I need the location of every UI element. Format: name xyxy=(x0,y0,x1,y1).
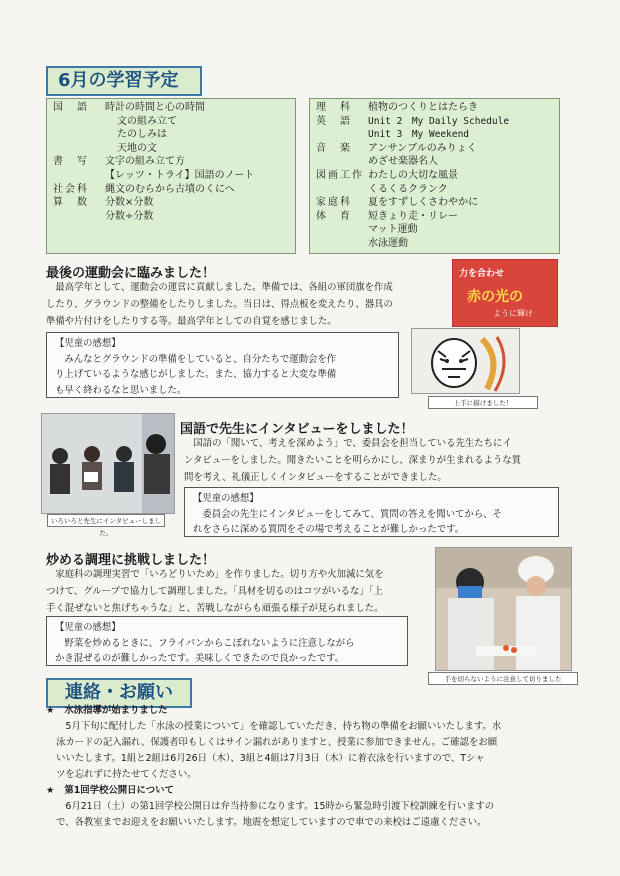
sports-caption: 上手に描けました！ xyxy=(428,396,538,409)
schedule-subject xyxy=(310,237,368,251)
notice-line: いいたします。1組と2組は6月26日（木）、3組と4組は7月3日（木）に着衣泳を行いますので、Tシャ xyxy=(56,753,485,764)
interview-caption: いろいろと先生にインタビューしました。 xyxy=(47,514,165,527)
schedule-item: 分数÷分数 xyxy=(105,210,154,222)
schedule-row xyxy=(310,210,559,224)
team-banner-image xyxy=(452,259,558,327)
schedule-item: 植物のつくりとはたらき xyxy=(368,102,478,113)
schedule-subject xyxy=(310,155,368,169)
schedule-subject: 体 育 xyxy=(316,210,352,222)
schedule-right-box xyxy=(309,98,560,254)
schedule-item: めざせ楽器名人 xyxy=(368,156,438,168)
schedule-item: 文字の組み立て方 xyxy=(105,156,185,168)
schedule-item: くるくるクランク xyxy=(368,183,448,195)
notice-line: で、各教室までお迎えをお願いいたします。地震を想定していますので車での来校はご遠慮ください。 xyxy=(56,817,487,828)
notice-line: 6月21日（土）の第1回学校公開日は弁当持参になります。15時から緊急時引渡下校訓練を行いますの xyxy=(56,801,495,812)
sports-day-title: 最後の運動会に臨みました！ xyxy=(46,266,216,281)
schedule-subject xyxy=(47,169,105,183)
schedule-subject: 音 楽 xyxy=(316,142,352,154)
tiger-flag-image xyxy=(411,328,520,394)
schedule-row xyxy=(310,223,559,237)
schedule-item: 分数×分数 xyxy=(105,197,154,209)
schedule-item: 時計の時間と心の時間 xyxy=(105,102,205,113)
schedule-subject: 理 科 xyxy=(316,102,352,113)
schedule-item: 【レッツ・トライ】国語のノート xyxy=(105,169,255,181)
schedule-row xyxy=(310,115,559,129)
schedule-subject: 書 写 xyxy=(53,156,89,168)
notice-section xyxy=(46,703,571,831)
cooking-caption: 手を切らないように注意して切りました xyxy=(428,672,578,685)
schedule-subject xyxy=(47,210,105,224)
schedule-subject: 家庭科 xyxy=(316,197,352,209)
schedule-subject xyxy=(47,115,105,129)
interview-title: 国語で先生にインタビューをしました！ xyxy=(180,422,414,437)
schedule-subject xyxy=(47,128,105,142)
impression-line: みんなとグラウンドの準備をしていると、自分たちで運動会を作 xyxy=(55,353,337,365)
schedule-subject: 社会科 xyxy=(53,183,89,195)
cooking-line: つけて、グループで協力して調理しました。「具材を切るのはコツがいるな」「上 xyxy=(46,586,383,597)
schedule-subject xyxy=(310,183,368,197)
schedule-item: 夏をすずしくさわやかに xyxy=(368,197,479,209)
interview-body xyxy=(184,435,574,486)
impression-label: 【児童の感想】 xyxy=(193,493,259,504)
banner-text-line: 力を合わせ xyxy=(459,269,505,279)
schedule-item: アンサンブルのみりょく xyxy=(368,142,477,154)
sports-line: したり、グラウンドの整備をしたりしました。当日は、得点板を変えたり、器具の xyxy=(46,299,393,310)
sports-impression-box xyxy=(46,332,399,398)
impression-line: り上げているような感じがしました。また、協力すると大変な準備 xyxy=(55,369,337,380)
banner-text-line: ように輝け xyxy=(493,309,533,318)
sports-day-body xyxy=(46,279,466,330)
notice-line: 泳カードの記入漏れ、保護者印もしくはサイン漏れがありますと、授業に参加できません。ご確認をお願 xyxy=(56,737,498,748)
schedule-item: マット運動 xyxy=(368,224,418,236)
schedule-subject: 図画工作 xyxy=(316,169,364,181)
notice-item-title-row xyxy=(46,703,571,719)
schedule-row xyxy=(310,128,559,142)
schedule-item: Unit 3 My Weekend xyxy=(368,129,470,141)
impression-label: 【児童の感想】 xyxy=(55,338,121,349)
schedule-row xyxy=(47,115,295,129)
cooking-photo xyxy=(435,547,572,671)
interview-impression-box xyxy=(184,487,559,537)
schedule-item: 短きょり走・リレー xyxy=(368,210,458,222)
notice-line: 5月下旬に配付した「水泳の授業について」を確認していただき、持ち物の準備をお願いいたします。水 xyxy=(56,721,502,732)
schedule-item: 天地の文 xyxy=(117,142,157,154)
impression-line: かき混ぜるのが難しかったです。美味しくできたので良かったです。 xyxy=(55,653,345,664)
star-icon: ★ xyxy=(46,705,55,716)
sports-line: 最高学年として、運動会の運営に貢献しました。準備では、各組の軍団旗を作成 xyxy=(46,282,393,293)
schedule-item: 水泳運動 xyxy=(368,237,408,249)
schedule-row xyxy=(310,183,559,197)
schedule-row xyxy=(310,155,559,169)
schedule-row xyxy=(310,237,559,251)
cooking-body xyxy=(46,566,441,617)
interview-line: 問を考え、礼儀正しくインタビューをすることができました。 xyxy=(184,472,447,483)
cooking-line: 家庭科の調理実習で「いろどりいため」を作りました。切り方や火加減に気を xyxy=(46,569,384,580)
schedule-row xyxy=(47,128,295,142)
schedule-row xyxy=(47,142,295,156)
schedule-subject: 算 数 xyxy=(53,197,89,209)
impression-label: 【児童の感想】 xyxy=(55,622,121,633)
impression-line: 委員会の先生にインタビューをしてみて、質問の答えを聞いてから、そ xyxy=(193,508,502,520)
schedule-row xyxy=(47,210,295,224)
cooking-impression-box xyxy=(46,616,408,666)
banner-text-line: 赤の光の xyxy=(467,289,523,305)
schedule-subject xyxy=(310,128,368,142)
schedule-subject: 英 語 xyxy=(316,115,352,127)
schedule-item: わたしの大切な風景 xyxy=(368,169,458,181)
notice-item-title-row xyxy=(46,783,571,799)
schedule-row xyxy=(47,155,295,169)
schedule-item: 文の組み立て xyxy=(117,115,177,127)
schedule-heading: 6月の学習予定 xyxy=(46,66,202,96)
interview-line: ンタビューをしました。聞きたいことを明らかにし、深まりが生まれるような質 xyxy=(184,455,522,466)
schedule-row xyxy=(47,183,295,197)
schedule-item: 縄文のむらから古墳のくにへ xyxy=(105,183,235,195)
cooking-title: 炒める調理に挑戦しました！ xyxy=(46,553,216,568)
schedule-row xyxy=(47,101,295,115)
cooking-line: 手く混ぜないと焦げちゃうな」と、苦戦しながらも頑張る様子が見られました。 xyxy=(46,603,384,614)
schedule-row xyxy=(310,142,559,156)
impression-line: れをさらに深める質問をその場で考えることが難しかったです。 xyxy=(193,524,465,535)
interview-photo xyxy=(41,413,175,514)
impression-line: 野菜を炒めるときに、フライパンからこぼれないように注意しながら xyxy=(55,637,355,649)
interview-line: 国語の「聞いて、考えを深めよう」で、委員会を担当している先生たちにイ xyxy=(184,438,512,449)
schedule-item: たのしみは xyxy=(117,129,167,141)
schedule-row xyxy=(47,196,295,210)
schedule-subject xyxy=(310,223,368,237)
impression-line: も早く終わるなと思いました。 xyxy=(55,384,187,396)
schedule-item: Unit 2 My Daily Schedule xyxy=(368,115,510,127)
schedule-row xyxy=(310,169,559,183)
notice-title: 第1回学校公開日について xyxy=(64,785,174,796)
schedule-subject: 国 語 xyxy=(53,102,89,113)
sports-line: 準備や片付けをしたりする等。最高学年としての自覚を感じました。 xyxy=(46,316,337,327)
schedule-subject xyxy=(47,142,105,156)
schedule-row xyxy=(310,196,559,210)
schedule-left-box xyxy=(46,98,296,254)
notice-title: 水泳指導が始まりました xyxy=(64,705,168,716)
notice-line: ツを忘れずに持たせてください。 xyxy=(56,769,197,780)
schedule-row xyxy=(47,169,295,183)
notice-heading: 連絡・お願い xyxy=(46,678,192,708)
schedule-row xyxy=(310,101,559,115)
star-icon: ★ xyxy=(46,785,55,796)
